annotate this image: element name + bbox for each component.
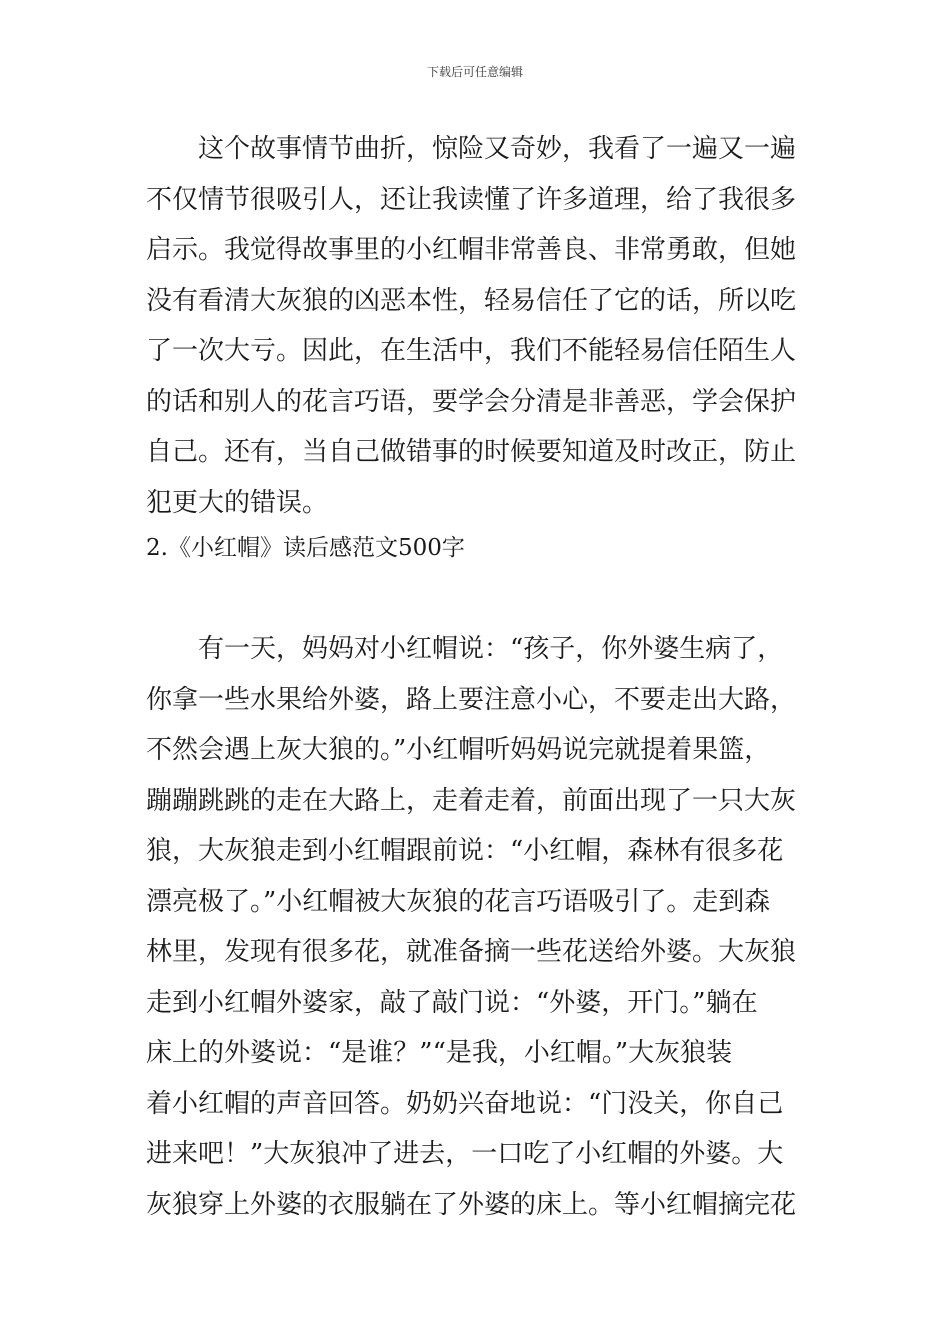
text-line: 蹦蹦跳跳的走在大路上，走着走着，前面出现了一只大灰 <box>146 785 797 816</box>
paragraph-1 <box>146 124 816 528</box>
text-line: 漂亮极了。”小红帽被大灰狼的花言巧语吸引了。走到森 <box>146 886 771 917</box>
text-line: 了一次大亏。因此，在生活中，我们不能轻易信任陌生人 <box>146 336 797 366</box>
text-line: 没有看清大灰狼的凶恶本性，轻易信任了它的话，所以吃 <box>146 285 797 316</box>
text-line: 自己。还有，当自己做错事的时候要知道及时改正，防止 <box>146 437 797 467</box>
text-line: 走到小红帽外婆家，敲了敲门说：“外婆，开门。”躺在 <box>146 987 758 1018</box>
text-line: 狼，大灰狼走到小红帽跟前说：“小红帽，森林有很多花 <box>146 836 784 866</box>
paragraph-2 <box>146 624 816 1230</box>
text-line: 的话和别人的花言巧语，要学会分清是非善恶，学会保护 <box>146 386 797 417</box>
text-line: 这个故事情节曲折，惊险又奇妙，我看了一遍又一遍 <box>198 134 797 164</box>
page-header: 下载后可任意编辑 <box>426 65 523 79</box>
text-line: 不然会遇上灰大狼的。”小红帽听妈妈说完就提着果篮， <box>146 735 771 765</box>
text-line: 有一天，妈妈对小红帽说：“孩子，你外婆生病了， <box>198 634 784 664</box>
text-line: 不仅情节很吸引人，还让我读懂了许多道理，给了我很多 <box>146 184 797 215</box>
section-heading: 2.《小红帽》读后感范文500字 <box>146 535 465 561</box>
text-line: 灰狼穿上外婆的衣服躺在了外婆的床上。等小红帽摘完花 <box>146 1189 797 1220</box>
text-line: 林里，发现有很多花，就准备摘一些花送给外婆。大灰狼 <box>146 937 797 967</box>
text-line: 你拿一些水果给外婆，路上要注意小心，不要走出大路， <box>146 684 797 715</box>
text-line: 床上的外婆说：“是谁？”“是我，小红帽。”大灰狼装 <box>146 1038 733 1068</box>
text-line: 犯更大的错误。 <box>146 487 329 518</box>
text-line: 着小红帽的声音回答。奶奶兴奋地说：“门没关，你自己 <box>146 1088 784 1119</box>
text-line: 启示。我觉得故事里的小红帽非常善良、非常勇敢，但她 <box>146 235 797 265</box>
text-line: 进来吧！”大灰狼冲了进去，一口吃了小红帽的外婆。大 <box>146 1139 784 1169</box>
